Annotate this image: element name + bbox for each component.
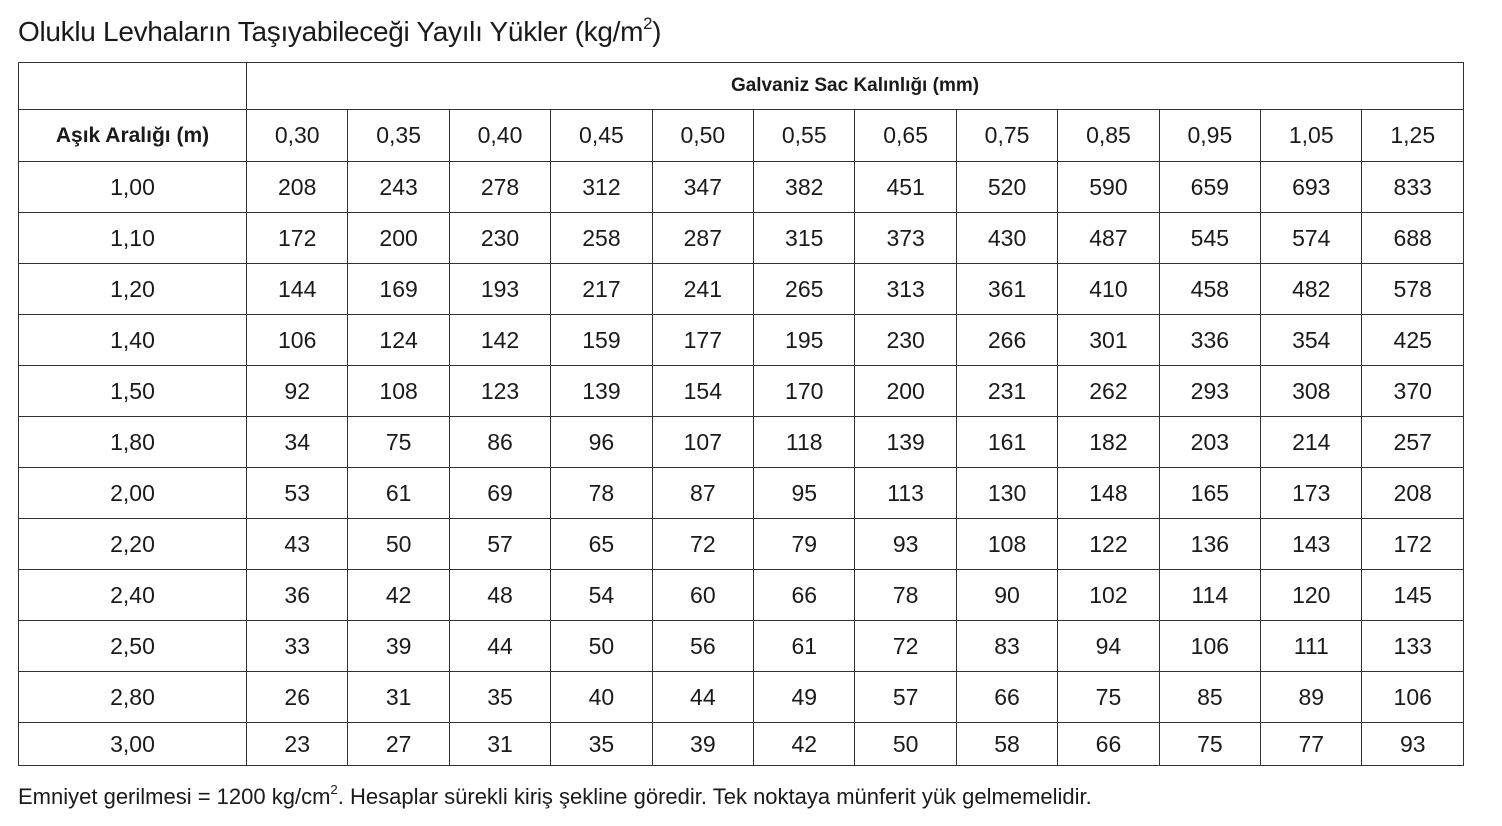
- load-value-cell: 659: [1159, 162, 1260, 213]
- load-value-cell: 42: [348, 570, 449, 621]
- thickness-header-cell: 0,75: [956, 110, 1057, 162]
- load-value-cell: 262: [1058, 366, 1159, 417]
- load-value-cell: 308: [1261, 366, 1362, 417]
- load-value-cell: 107: [652, 417, 753, 468]
- load-value-cell: 266: [956, 315, 1057, 366]
- load-value-cell: 336: [1159, 315, 1260, 366]
- table-row: [19, 672, 1464, 723]
- load-value-cell: 79: [754, 519, 855, 570]
- load-value-cell: 44: [652, 672, 753, 723]
- load-value-cell: 72: [855, 621, 956, 672]
- load-value-cell: 133: [1362, 621, 1464, 672]
- load-value-cell: 693: [1261, 162, 1362, 213]
- load-value-cell: 34: [247, 417, 348, 468]
- load-value-cell: 102: [1058, 570, 1159, 621]
- load-value-cell: 182: [1058, 417, 1159, 468]
- load-value-cell: 75: [1159, 723, 1260, 766]
- load-value-cell: 35: [449, 672, 550, 723]
- load-value-cell: 66: [754, 570, 855, 621]
- load-value-cell: 214: [1261, 417, 1362, 468]
- table-row: [19, 723, 1464, 766]
- span-cell: 1,50: [19, 366, 247, 417]
- span-cell: 1,80: [19, 417, 247, 468]
- load-value-cell: 590: [1058, 162, 1159, 213]
- load-value-cell: 578: [1362, 264, 1464, 315]
- load-value-cell: 487: [1058, 213, 1159, 264]
- load-value-cell: 56: [652, 621, 753, 672]
- load-value-cell: 482: [1261, 264, 1362, 315]
- span-column-header: Aşık Aralığı (m): [19, 110, 247, 162]
- thickness-header-cell: 0,55: [754, 110, 855, 162]
- load-value-cell: 120: [1261, 570, 1362, 621]
- load-value-cell: 23: [247, 723, 348, 766]
- title-text: Oluklu Levhaların Taşıyabileceği Yayılı Yükler (kg/m: [18, 16, 644, 47]
- page-title: [18, 14, 661, 50]
- load-value-cell: 57: [855, 672, 956, 723]
- load-value-cell: 95: [754, 468, 855, 519]
- load-value-cell: 69: [449, 468, 550, 519]
- span-cell: 3,00: [19, 723, 247, 766]
- load-value-cell: 54: [551, 570, 652, 621]
- footnote: [18, 782, 1092, 812]
- load-value-cell: 108: [956, 519, 1057, 570]
- title-superscript: 2: [643, 13, 653, 33]
- load-value-cell: 278: [449, 162, 550, 213]
- load-value-cell: 144: [247, 264, 348, 315]
- load-value-cell: 111: [1261, 621, 1362, 672]
- load-value-cell: 93: [1362, 723, 1464, 766]
- span-cell: 1,10: [19, 213, 247, 264]
- load-value-cell: 94: [1058, 621, 1159, 672]
- load-value-cell: 203: [1159, 417, 1260, 468]
- load-value-cell: 49: [754, 672, 855, 723]
- load-value-cell: 458: [1159, 264, 1260, 315]
- load-value-cell: 208: [247, 162, 348, 213]
- load-value-cell: 165: [1159, 468, 1260, 519]
- table-row: [19, 366, 1464, 417]
- table-row: [19, 468, 1464, 519]
- load-value-cell: 301: [1058, 315, 1159, 366]
- load-value-cell: 96: [551, 417, 652, 468]
- load-value-cell: 833: [1362, 162, 1464, 213]
- load-value-cell: 43: [247, 519, 348, 570]
- empty-corner-cell: [19, 63, 247, 110]
- load-value-cell: 382: [754, 162, 855, 213]
- load-value-cell: 108: [348, 366, 449, 417]
- load-value-cell: 315: [754, 213, 855, 264]
- load-value-cell: 66: [956, 672, 1057, 723]
- load-value-cell: 545: [1159, 213, 1260, 264]
- thickness-header-row: [19, 110, 1464, 162]
- load-value-cell: 354: [1261, 315, 1362, 366]
- load-table: [18, 62, 1464, 766]
- load-value-cell: 57: [449, 519, 550, 570]
- load-value-cell: 26: [247, 672, 348, 723]
- table-row: [19, 264, 1464, 315]
- load-value-cell: 373: [855, 213, 956, 264]
- load-value-cell: 208: [1362, 468, 1464, 519]
- load-value-cell: 39: [348, 621, 449, 672]
- footnote-text-before: Emniyet gerilmesi = 1200 kg/cm: [18, 784, 331, 809]
- load-value-cell: 113: [855, 468, 956, 519]
- load-value-cell: 33: [247, 621, 348, 672]
- load-value-cell: 148: [1058, 468, 1159, 519]
- group-header-row: [19, 63, 1464, 110]
- load-value-cell: 370: [1362, 366, 1464, 417]
- load-value-cell: 124: [348, 315, 449, 366]
- thickness-header-cell: 0,35: [348, 110, 449, 162]
- load-value-cell: 230: [855, 315, 956, 366]
- load-value-cell: 159: [551, 315, 652, 366]
- load-value-cell: 40: [551, 672, 652, 723]
- load-value-cell: 114: [1159, 570, 1260, 621]
- load-value-cell: 58: [956, 723, 1057, 766]
- table-row: [19, 621, 1464, 672]
- load-value-cell: 50: [348, 519, 449, 570]
- load-value-cell: 520: [956, 162, 1057, 213]
- table-row: [19, 162, 1464, 213]
- load-value-cell: 130: [956, 468, 1057, 519]
- title-close: ): [652, 16, 662, 47]
- load-value-cell: 200: [348, 213, 449, 264]
- thickness-header-cell: 0,65: [855, 110, 956, 162]
- span-cell: 2,20: [19, 519, 247, 570]
- load-value-cell: 173: [1261, 468, 1362, 519]
- span-cell: 2,50: [19, 621, 247, 672]
- span-cell: 1,20: [19, 264, 247, 315]
- load-value-cell: 287: [652, 213, 753, 264]
- load-value-cell: 139: [551, 366, 652, 417]
- load-value-cell: 61: [754, 621, 855, 672]
- load-value-cell: 139: [855, 417, 956, 468]
- table-row: [19, 213, 1464, 264]
- load-value-cell: 93: [855, 519, 956, 570]
- load-value-cell: 347: [652, 162, 753, 213]
- load-value-cell: 90: [956, 570, 1057, 621]
- table-row: [19, 315, 1464, 366]
- thickness-header-cell: 1,25: [1362, 110, 1464, 162]
- load-value-cell: 106: [1159, 621, 1260, 672]
- load-value-cell: 410: [1058, 264, 1159, 315]
- load-value-cell: 688: [1362, 213, 1464, 264]
- load-value-cell: 169: [348, 264, 449, 315]
- load-value-cell: 89: [1261, 672, 1362, 723]
- load-value-cell: 50: [855, 723, 956, 766]
- load-value-cell: 430: [956, 213, 1057, 264]
- load-value-cell: 142: [449, 315, 550, 366]
- load-value-cell: 35: [551, 723, 652, 766]
- load-value-cell: 425: [1362, 315, 1464, 366]
- load-value-cell: 136: [1159, 519, 1260, 570]
- load-value-cell: 241: [652, 264, 753, 315]
- thickness-header-cell: 0,95: [1159, 110, 1260, 162]
- load-value-cell: 172: [1362, 519, 1464, 570]
- load-value-cell: 66: [1058, 723, 1159, 766]
- load-value-cell: 48: [449, 570, 550, 621]
- table-row: [19, 570, 1464, 621]
- load-value-cell: 123: [449, 366, 550, 417]
- load-value-cell: 92: [247, 366, 348, 417]
- load-value-cell: 118: [754, 417, 855, 468]
- load-value-cell: 265: [754, 264, 855, 315]
- load-value-cell: 31: [348, 672, 449, 723]
- load-value-cell: 106: [1362, 672, 1464, 723]
- thickness-header-cell: 0,85: [1058, 110, 1159, 162]
- load-value-cell: 61: [348, 468, 449, 519]
- load-value-cell: 39: [652, 723, 753, 766]
- load-value-cell: 42: [754, 723, 855, 766]
- load-value-cell: 106: [247, 315, 348, 366]
- load-value-cell: 44: [449, 621, 550, 672]
- load-value-cell: 86: [449, 417, 550, 468]
- load-value-cell: 257: [1362, 417, 1464, 468]
- load-value-cell: 172: [247, 213, 348, 264]
- span-cell: 2,80: [19, 672, 247, 723]
- load-value-cell: 50: [551, 621, 652, 672]
- load-value-cell: 78: [551, 468, 652, 519]
- load-value-cell: 75: [348, 417, 449, 468]
- span-cell: 1,40: [19, 315, 247, 366]
- load-value-cell: 217: [551, 264, 652, 315]
- load-value-cell: 154: [652, 366, 753, 417]
- load-value-cell: 243: [348, 162, 449, 213]
- load-value-cell: 31: [449, 723, 550, 766]
- span-cell: 2,00: [19, 468, 247, 519]
- load-value-cell: 231: [956, 366, 1057, 417]
- load-value-cell: 85: [1159, 672, 1260, 723]
- load-value-cell: 65: [551, 519, 652, 570]
- load-value-cell: 143: [1261, 519, 1362, 570]
- load-value-cell: 122: [1058, 519, 1159, 570]
- load-value-cell: 361: [956, 264, 1057, 315]
- load-value-cell: 60: [652, 570, 753, 621]
- load-value-cell: 27: [348, 723, 449, 766]
- load-value-cell: 87: [652, 468, 753, 519]
- thickness-header-cell: 0,45: [551, 110, 652, 162]
- thickness-header-cell: 0,50: [652, 110, 753, 162]
- load-value-cell: 195: [754, 315, 855, 366]
- load-value-cell: 53: [247, 468, 348, 519]
- span-cell: 1,00: [19, 162, 247, 213]
- load-value-cell: 177: [652, 315, 753, 366]
- load-value-cell: 75: [1058, 672, 1159, 723]
- load-value-cell: 83: [956, 621, 1057, 672]
- load-value-cell: 78: [855, 570, 956, 621]
- load-value-cell: 170: [754, 366, 855, 417]
- footnote-superscript: 2: [330, 781, 338, 797]
- thickness-header-cell: 0,30: [247, 110, 348, 162]
- span-cell: 2,40: [19, 570, 247, 621]
- load-value-cell: 313: [855, 264, 956, 315]
- load-value-cell: 200: [855, 366, 956, 417]
- load-value-cell: 36: [247, 570, 348, 621]
- thickness-header-cell: 0,40: [449, 110, 550, 162]
- load-value-cell: 72: [652, 519, 753, 570]
- load-value-cell: 230: [449, 213, 550, 264]
- table-row: [19, 519, 1464, 570]
- load-value-cell: 145: [1362, 570, 1464, 621]
- thickness-group-header: Galvaniz Sac Kalınlığı (mm): [247, 63, 1464, 110]
- load-value-cell: 77: [1261, 723, 1362, 766]
- load-value-cell: 161: [956, 417, 1057, 468]
- table-row: [19, 417, 1464, 468]
- load-value-cell: 293: [1159, 366, 1260, 417]
- thickness-header-cell: 1,05: [1261, 110, 1362, 162]
- load-value-cell: 258: [551, 213, 652, 264]
- load-value-cell: 193: [449, 264, 550, 315]
- footnote-text-after: . Hesaplar sürekli kiriş şekline göredir. Tek noktaya münferit yük gelmemelidir.: [337, 784, 1092, 809]
- table-body: [19, 162, 1464, 766]
- load-value-cell: 574: [1261, 213, 1362, 264]
- load-value-cell: 451: [855, 162, 956, 213]
- load-value-cell: 312: [551, 162, 652, 213]
